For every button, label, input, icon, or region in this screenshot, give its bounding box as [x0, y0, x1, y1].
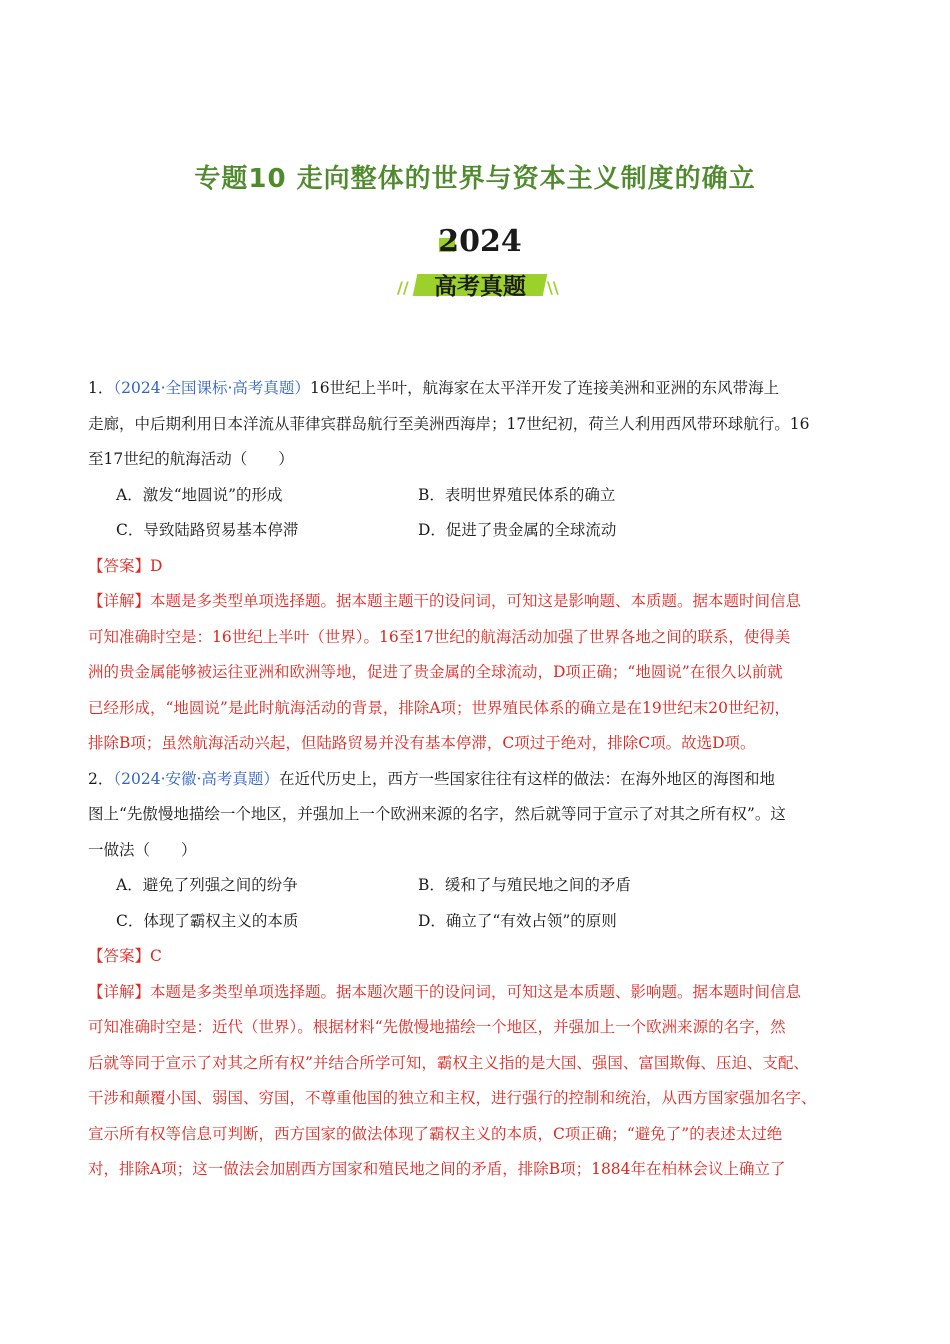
q1-option-a: A．激发“地圆说”的形成 [116, 485, 283, 504]
q2-number: 2． [88, 769, 114, 788]
q2-detail-line-4: 干涉和颠覆小国、弱国、穷国，不尊重他国的独立和主权，进行强行的控制和统治，从西方国家强加名字、 [88, 1089, 817, 1107]
q2-detail-1: 本题是多类型单项选择题。据本题次题干的设问词，可知这是本质题、影响题。据本题时间信息 [150, 982, 802, 1001]
q1-detail-label: 【详解】 [88, 592, 151, 610]
q1-option-c: C．导致陆路贸易基本停滞 [116, 521, 299, 539]
q2-answer: 【答案】C [88, 947, 162, 965]
badge-left-slash-icon: // [397, 278, 409, 297]
q1-option-d: D．促进了贵金属的全球流动 [418, 521, 617, 539]
question-list [88, 371, 866, 1188]
q1-detail-line-3: 洲的贵金属能够被运往亚洲和欧洲等地，促进了贵金属的全球流动，D项正确；“地圆说”在很久以前就 [88, 663, 783, 681]
badge-label: 高考真题 [434, 274, 526, 300]
q1-number: 1． [88, 379, 114, 397]
q1-answer: 【答案】D [88, 556, 163, 575]
q1-detail-line-4: 已经形成，“地圆说”是此时航海活动的背景，排除A项；世界殖民体系的确立是在19世纪末20世纪初， [88, 698, 790, 717]
q1-detail-line-5: 排除B项；虽然航海活动兴起，但陆路贸易并没有基本停滞，C项过于绝对，排除C项。故选D项。 [88, 734, 756, 752]
q1-stem-line-2: 走廊，中后期利用日本洋流从菲律宾群岛航行至美洲西海岸；17世纪初，荷兰人利用西风带环球航行。16 [88, 414, 810, 433]
q2-stem-line-3: 一做法（ ） [88, 840, 197, 859]
q2-detail-line-5: 宣示所有权等信息可判断，西方国家的做法体现了霸权主义的本质，C项正确；“避免了”的表述太过绝 [88, 1124, 783, 1143]
q1-source: （2024·全国课标·高考真题） [113, 379, 310, 397]
q2-option-d: D．确立了“有效占领”的原则 [418, 911, 617, 930]
q2-source: （2024·安徽·高考真题） [113, 769, 279, 788]
exam-badge [395, 224, 565, 302]
q2-option-a: A．避免了列强之间的纷争 [116, 876, 298, 894]
q1-detail-line-2: 可知准确时空是：16世纪上半叶（世界）。16至17世纪的航海活动加强了世界各地之间的联系，使得美 [88, 627, 791, 646]
q2-detail-line-6: 对，排除A项；这一做法会加剧西方国家和殖民地之间的矛盾，排除B项；1884年在柏林会议上确立了 [88, 1160, 786, 1178]
q1-options-row-1 [88, 478, 866, 514]
q2-detail-line-2: 可知准确时空是：近代（世界）。根据材料“先傲慢地描绘一个地区，并强加上一个欧洲来源的名字，然 [88, 1018, 786, 1036]
q1-stem-line-1 [88, 371, 866, 407]
q2-options-row-1 [88, 868, 866, 904]
q1-stem-1: 16世纪上半叶，航海家在太平洋开发了连接美洲和亚洲的东风带海上 [309, 379, 780, 397]
badge-year: 2024 [438, 224, 522, 259]
q2-stem-1: 在近代历史上，西方一些国家往往有这样的做法：在海外地区的海图和地 [278, 769, 775, 788]
q1-options-row-2 [88, 513, 866, 549]
q1-stem-line-3: 至17世纪的航海活动（ ） [88, 450, 294, 468]
q2-detail-line-3: 后就等同于宣示了对其之所有权”并结合所学可知，霸权主义指的是大国、强国、富国欺侮、压迫、支配、 [88, 1053, 809, 1072]
page-title: 专题10 走向整体的世界与资本主义制度的确立 [194, 164, 756, 194]
q2-stem-line-1 [88, 762, 866, 798]
q1-detail-line-1 [88, 584, 866, 620]
q1-option-b: B．表明世界殖民体系的确立 [418, 485, 616, 504]
q2-detail-label: 【详解】 [88, 982, 151, 1001]
q2-detail-line-1 [88, 975, 866, 1011]
q2-option-b: B．缓和了与殖民地之间的矛盾 [418, 876, 631, 894]
q2-stem-line-2: 图上“先傲慢地描绘一个地区，并强加上一个欧洲来源的名字，然后就等同于宣示了对其之所有权”。这 [88, 805, 786, 823]
q1-detail-1: 本题是多类型单项选择题。据本题主题干的设问词，可知这是影响题、本质题。据本题时间信息 [150, 592, 802, 610]
q2-option-c: C．体现了霸权主义的本质 [116, 911, 299, 930]
q2-options-row-2 [88, 904, 866, 940]
badge-right-slash-icon: \\ [547, 278, 559, 297]
